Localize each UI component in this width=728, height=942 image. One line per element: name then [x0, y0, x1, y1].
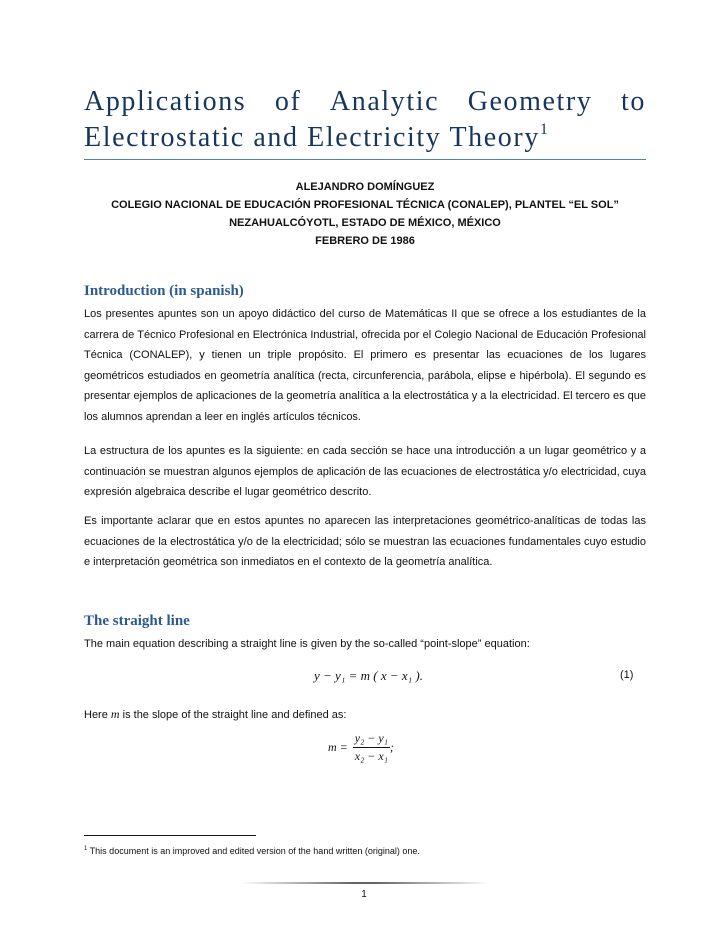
slope-text-post: is the slope of the straight line and defined as:	[119, 709, 347, 721]
slope-lhs: m =	[328, 740, 348, 754]
footnote	[84, 846, 420, 856]
document-title	[84, 84, 646, 156]
author-block	[84, 178, 646, 250]
equation-number: (1)	[620, 669, 634, 681]
author-date: FEBRERO DE 1986	[315, 235, 415, 247]
author-name: ALEJANDRO DOMÍNGUEZ	[295, 181, 435, 193]
straight-line-intro: The main equation describing a straight line is given by the so-called “point-slope” equation:	[84, 638, 530, 650]
slope-fraction	[353, 731, 390, 764]
author-location: NEZAHUALCÓYOTL, ESTADO DE MÉXICO, MÉXICO	[229, 217, 501, 229]
slope-text-pre: Here	[84, 709, 111, 721]
section-heading-straight-line: The straight line	[84, 613, 190, 629]
intro-paragraph-2: La estructura de los apuntes es la siguiente: en cada sección se hace una introducción a un lugar geométrico y a continuación se muestran algunos ejemplos de aplicación de las ecuaciones de electrostática y/o electricidad, cuya expresión algebraica describe el lugar geométrico descrito.	[84, 445, 646, 499]
title-line-2	[84, 120, 646, 156]
footnote-text: This document is an improved and edited version of the hand written (original) one.	[87, 846, 420, 856]
footnote-separator	[84, 835, 256, 836]
author-institution: COLEGIO NACIONAL DE EDUCACIÓN PROFESIONAL TÉCNICA (CONALEP), PLANTEL “EL SOL”	[111, 199, 619, 211]
title-line-1	[84, 84, 646, 120]
title-word: of	[274, 86, 302, 117]
footnote-marker: 1	[84, 846, 88, 852]
title-underline	[84, 159, 646, 160]
intro-paragraph-1: Los presentes apuntes son un apoyo didáctico del curso de Matemáticas II que se ofrece a los estudiantes de la carrera de Técnico Profesional en Electrónica Industrial, ofrecida por el Colegio Nacional de Educación Profesional Técnica (CONALEP), y tienen un triple propósito. El primero es presentar las ecuaciones de los lugares geométricos estudiados en geometría analítica (recta, circunferencia, parábola, elipse e hipérbola). El segundo es presentar ejemplos de aplicaciones de la geometría analítica a la electrostática y a la electricidad. El tercero es que los alumnos aprendan a leer en inglés artículos técnicos.	[84, 308, 646, 423]
title-word: Applications	[84, 86, 247, 117]
title-word: Geometry	[467, 86, 593, 117]
equation-point-slope: y − y₁ = m ( x − x₁ ).	[314, 668, 423, 683]
page-number: 1	[361, 889, 367, 900]
slope-numerator: y₂ − y₁	[353, 731, 390, 748]
slope-definition-text	[84, 704, 646, 726]
slope-variable: m	[110, 707, 120, 721]
slope-end: ;	[389, 740, 394, 754]
slope-denominator: x₂ − x₁	[354, 749, 388, 763]
page-number-rule	[240, 882, 490, 884]
section-heading-introduction: Introduction (in spanish)	[84, 283, 244, 299]
title-footnote-ref[interactable]: 1	[539, 121, 550, 138]
slope-equation	[328, 731, 394, 764]
intro-paragraph-3: Es importante aclarar que en estos apuntes no aparecen las interpretaciones geométrico-analíticas de todas las ecuaciones de la electrostática y/o de la electricidad; sólo se muestran las ecuaciones fundamentales cuyo estudio e interpretación geométrica son inmediatos en el contexto de la geometría analítica.	[84, 515, 646, 569]
title-line-2-text: Electrostatic and Electricity Theory	[84, 122, 540, 153]
title-word: Analytic	[329, 86, 440, 117]
title-word: to	[621, 86, 646, 117]
